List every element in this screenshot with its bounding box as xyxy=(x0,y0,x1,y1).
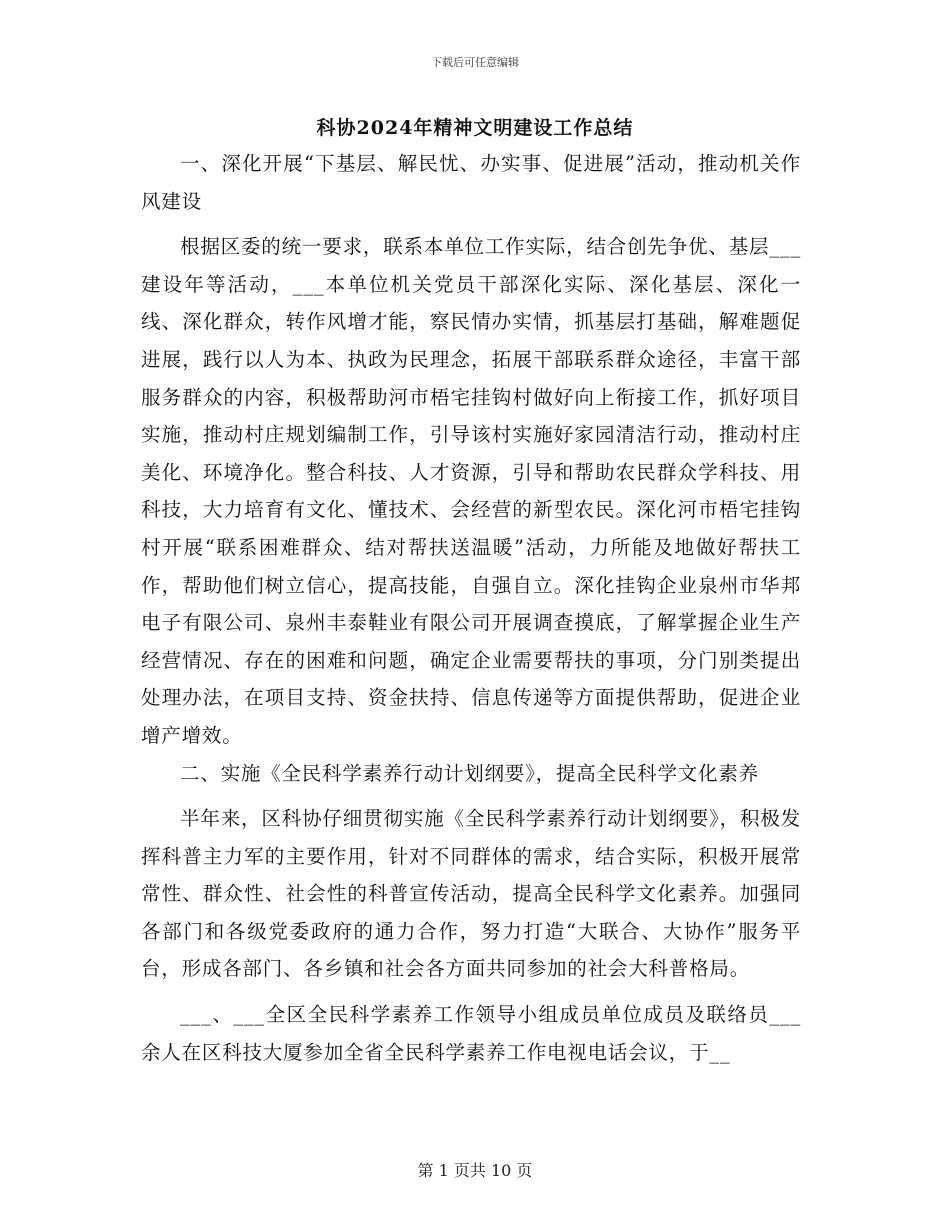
body-paragraph-3: ___、___全区全民科学素养工作领导小组成员单位成员及联络员___余人在区科技大厦参加全省全民科学素养工作电视电话会议，于__ xyxy=(141,1003,801,1064)
section-heading-2: 二、实施《全民科学素养行动计划纲要》，提高全民科学文化素养 xyxy=(180,761,759,785)
body-paragraph-2: 半年来，区科协仔细贯彻实施《全民科学素养行动计划纲要》，积极发挥科普主力军的主要作用，针对不同群体的需求，结合实际，积极开展常常性、群众性、社会性的科普宣传活动，提高全民科学文化素养。加强同各部门和各级党委政府的通力合作，努力打造“大联合、大协作”服务平台，形成各部门、各乡镇和社会各方面共同参加的社会大科普格局。 xyxy=(141,807,801,981)
document-title: 科协2024年精神文明建设工作总结 xyxy=(316,117,634,139)
page-number: 第 1 页共 10 页 xyxy=(417,1161,533,1180)
section-heading-1: 一、深化开展“下基层、解民忧、办实事、促进展”活动，推动机关作风建设 xyxy=(141,152,801,213)
document-body xyxy=(141,145,801,1071)
body-paragraph-1: 根据区委的统一要求，联系本单位工作实际，结合创先争优、基层___建设年等活动，___本单位机关党员干部深化实际、深化基层、深化一线、深化群众，转作风增才能，察民情办实情，抓基层打基础，解难题促进展，践行以人为本、执政为民理念，拓展干部联系群众途径，丰富干部服务群众的内容，积极帮助河市梧宅挂钩村做好向上衔接工作，抓好项目实施，推动村庄规划编制工作，引导该村实施好家园清洁行动，推动村庄美化、环境净化。整合科技、人才资源，引导和帮助农民群众学科技、用科技，大力培育有文化、懂技术、会经营的新型农民。深化河市梧宅挂钩村开展“联系困难群众、结对帮扶送温暖”活动，力所能及地做好帮扶工作，帮助他们树立信心，提高技能，自强自立。深化挂钩企业泉州市华邦电子有限公司、泉州丰泰鞋业有限公司开展调查摸底，了解掌握企业生产经营情况、存在的困难和问题，确定企业需要帮扶的事项，分门别类提出处理办法，在项目支持、资金扶持、信息传递等方面提供帮助，促进企业增产增效。 xyxy=(141,235,801,747)
page-header-note: 下载后可任意编辑 xyxy=(431,56,519,69)
